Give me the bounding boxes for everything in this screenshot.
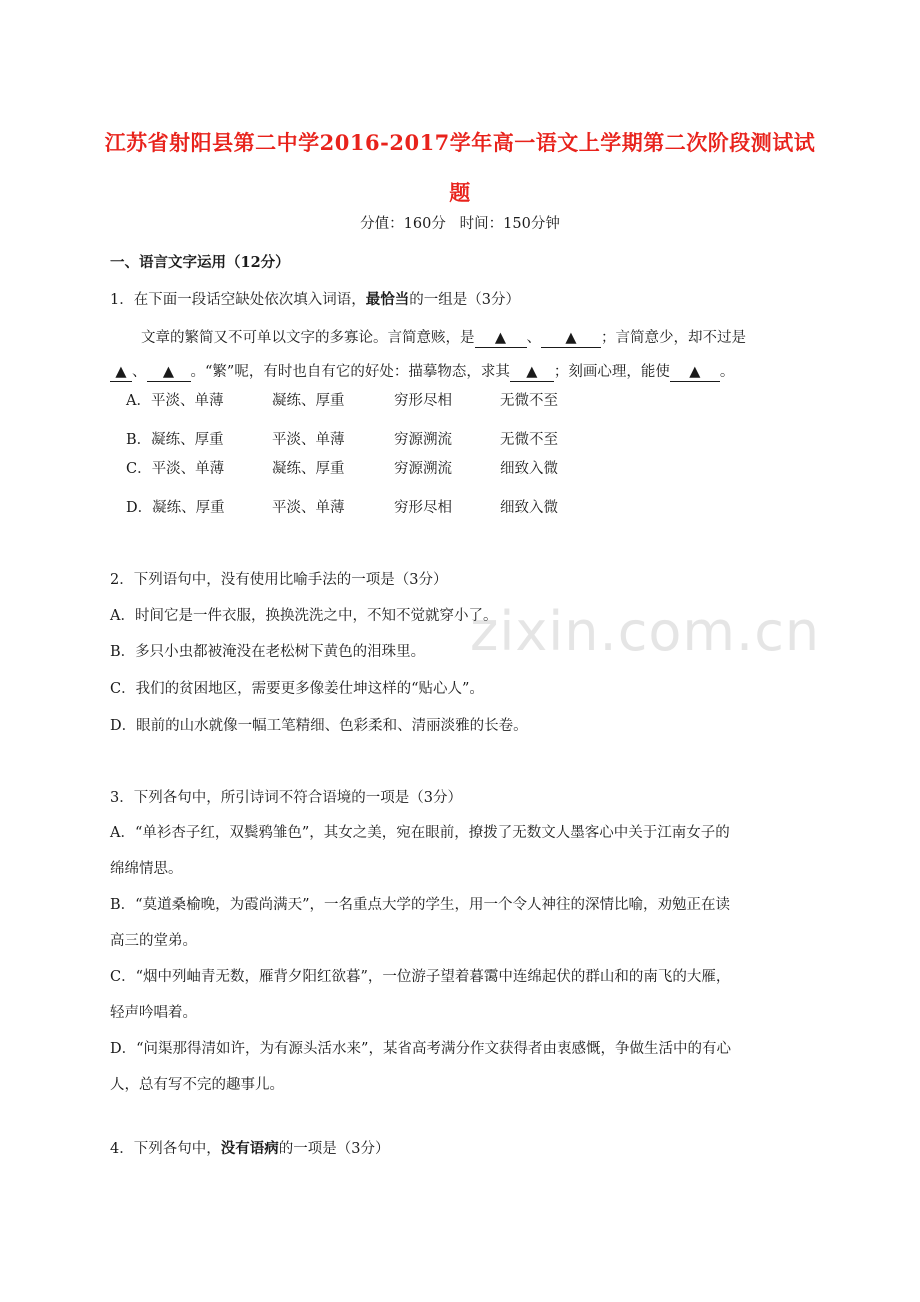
question-3-option-d-line-1: D．“问渠那得清如许，为有源头活水来”，某省高考满分作文获得者由衷感慨，争做生活中的有心 bbox=[110, 1041, 731, 1057]
emphasis-text: 没有语病 bbox=[220, 1140, 279, 1157]
answer-blank: ▲ bbox=[670, 364, 720, 382]
question-2-option-d: D．眼前的山水就像一幅工笔精细、色彩柔和、清丽淡雅的长卷。 bbox=[110, 718, 528, 734]
answer-blank: ▲ bbox=[541, 330, 601, 348]
watermark: zixin.com.cn bbox=[470, 600, 821, 663]
answer-blank: ▲ bbox=[510, 364, 554, 382]
question-3-option-c-line-2: 轻声吟唱着。 bbox=[110, 1005, 197, 1021]
question-4-stem: 4．下列各句中，没有语病的一项是（3分） bbox=[110, 1140, 390, 1157]
question-1-option-d: D．凝练、厚重 平淡、单薄 穷形尽相 细致入微 bbox=[126, 500, 558, 516]
question-2-option-c: C．我们的贫困地区，需要更多像姜仕坤这样的“贴心人”。 bbox=[110, 681, 484, 697]
question-2-option-a: A．时间它是一件衣服，换换洗洗之中，不知不觉就穿小了。 bbox=[110, 608, 498, 624]
answer-blank: ▲ bbox=[475, 330, 527, 348]
question-3-option-c-line-1: C．“烟中列岫青无数，雁背夕阳红欲暮”，一位游子望着暮霭中连绵起伏的群山和的南飞的大雁， bbox=[110, 969, 731, 985]
emphasis-text: 最恰当 bbox=[365, 291, 410, 308]
question-3-option-d-line-2: 人，总有写不完的趣事儿。 bbox=[110, 1077, 284, 1093]
question-3-option-a-line-2: 绵绵情思。 bbox=[110, 861, 183, 877]
question-1-option-a: A．平淡、单薄 凝练、厚重 穷形尽相 无微不至 bbox=[126, 393, 558, 409]
question-3-stem: 3．下列各句中，所引诗词不符合语境的一项是（3分） bbox=[110, 790, 462, 806]
score-time-info: 分值：160分 时间：150分钟 bbox=[360, 216, 560, 232]
answer-blank: ▲ bbox=[147, 364, 191, 382]
title-line-2: 题 bbox=[449, 180, 471, 205]
question-1-passage-line-2: ▲ 、 ▲ 。“繁”呢，有时也自有它的好处：描摹物态，求其 ▲ ；刻画心理，能使 ▲ 。 bbox=[110, 360, 734, 382]
question-2-option-b: B．多只小虫都被淹没在老松树下黄色的泪珠里。 bbox=[110, 644, 426, 660]
title-line-1: 江苏省射阳县第二中学2016-2017学年高一语文上学期第二次阶段测试试 bbox=[104, 130, 816, 155]
question-3-option-a-line-1: A．“单衫杏子红，双鬓鸦雏色”，其女之美，宛在眼前，撩拨了无数文人墨客心中关于江南女子的 bbox=[110, 825, 730, 841]
question-2-stem: 2．下列语句中，没有使用比喻手法的一项是（3分） bbox=[110, 572, 448, 588]
question-1-option-b: B．凝练、厚重 平淡、单薄 穷源溯流 无微不至 bbox=[126, 432, 558, 448]
document-title bbox=[100, 118, 820, 218]
question-3-option-b-line-1: B．“莫道桑榆晚，为霞尚满天”，一名重点大学的学生，用一个令人神往的深情比喻，劝勉正在读 bbox=[110, 897, 730, 913]
question-1-passage-line-1: 文章的繁简又不可单以文字的多寡论。言简意赅，是 ▲ 、 ▲ ；言简意少，却不过是 bbox=[141, 330, 746, 346]
question-1-stem: 1．在下面一段话空缺处依次填入词语，最恰当的一组是（3分） bbox=[110, 291, 520, 308]
answer-blank: ▲ bbox=[110, 364, 132, 382]
question-1-option-c: C．平淡、单薄 凝练、厚重 穷源溯流 细致入微 bbox=[126, 461, 558, 477]
section-heading: 一、语言文字运用（12分） bbox=[110, 254, 290, 271]
question-3-option-b-line-2: 高三的堂弟。 bbox=[110, 933, 197, 949]
